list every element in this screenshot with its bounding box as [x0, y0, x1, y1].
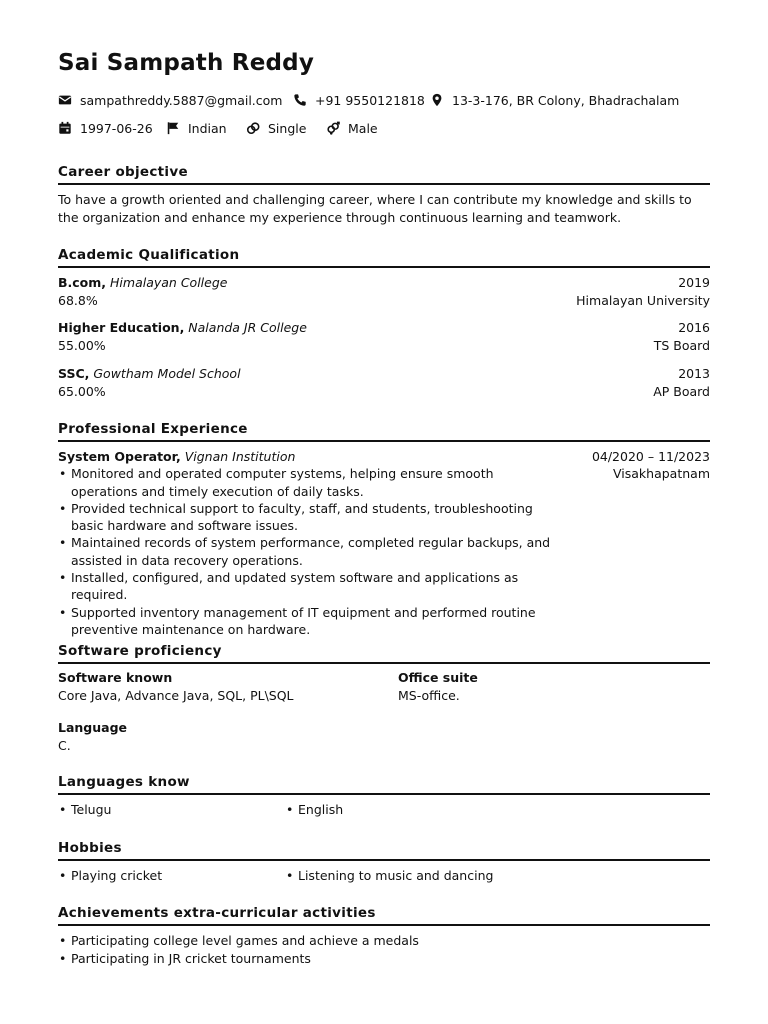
gender-icon: [326, 121, 340, 135]
list-item: • Installed, configured, and updated system software and applications as required.: [58, 569, 553, 604]
education-year: 2019: [678, 275, 710, 290]
experience-title: [58, 448, 553, 465]
academic-heading: Academic Qualification: [58, 247, 710, 268]
dob-text: 1997-06-26: [80, 120, 153, 136]
achievements-list: [58, 932, 710, 967]
list-item: • Playing cricket: [58, 867, 162, 885]
contact-email[interactable]: [58, 93, 293, 108]
list-item: • Supported inventory management of IT equipment and performed routine preventive maintenance on hardware.: [58, 604, 553, 639]
career-objective-text: To have a growth oriented and challenging career, where I can contribute my knowledge and skills to the organization and enhance my experience through continuous learning and teamwork.: [58, 192, 692, 225]
degree: B.com,: [58, 275, 107, 290]
rings-icon: [246, 121, 260, 135]
list-item: • Monitored and operated computer systems, helping ensure smooth operations and timely execution of daily tasks.: [58, 465, 553, 500]
contact-gender: [326, 121, 378, 136]
contact-phone[interactable]: [293, 93, 430, 108]
education-title: [58, 274, 227, 292]
education-score: 55.00%: [58, 337, 106, 353]
office-suite-value: MS-office.: [398, 687, 460, 703]
software-known-label: Software known: [58, 670, 173, 685]
degree: SSC,: [58, 366, 90, 381]
achievements-heading: Achievements extra-curricular activities: [58, 905, 710, 926]
contact-row-1: [58, 90, 679, 110]
education-entry-higher: [58, 319, 710, 354]
flag-icon: [166, 121, 180, 135]
education-title: [58, 365, 241, 383]
employer: Vignan Institution: [184, 449, 296, 464]
education-year: 2013: [678, 366, 710, 381]
education-board: AP Board: [653, 383, 710, 399]
nationality-text: Indian: [188, 120, 227, 136]
address-text: 13-3-176, BR Colony, Bhadrachalam: [452, 92, 680, 108]
institution: Himalayan College: [110, 275, 228, 290]
education-score: 65.00%: [58, 383, 106, 399]
experience-location: Visakhapatnam: [613, 466, 710, 482]
languages-heading: Languages know: [58, 774, 710, 795]
envelope-icon: [58, 93, 72, 107]
languages-list-right: [285, 801, 343, 819]
marital-text: Single: [268, 120, 307, 136]
languages-list-left: [58, 801, 111, 819]
job-role: System Operator,: [58, 449, 181, 464]
list-item: • English: [285, 801, 343, 819]
education-board: TS Board: [653, 337, 710, 353]
education-entry-bcom: [58, 274, 710, 309]
office-suite-label: Office suite: [398, 670, 478, 685]
career-objective-heading: Career objective: [58, 164, 710, 185]
language-label: Language: [58, 720, 128, 735]
hobbies-list-right: [285, 867, 493, 885]
list-item: • Listening to music and dancing: [285, 867, 493, 885]
contact-marital: [246, 121, 326, 136]
gender-text: Male: [348, 120, 378, 136]
phone-icon: [293, 93, 307, 107]
contact-row-2: [58, 118, 378, 138]
hobbies-heading: Hobbies: [58, 840, 710, 861]
language-block: [58, 719, 127, 754]
contact-nationality: [166, 121, 246, 136]
experience-meta: [592, 448, 710, 483]
list-item: • Participating in JR cricket tournaments: [58, 950, 710, 968]
contact-dob: [58, 121, 166, 136]
education-year: 2016: [678, 320, 710, 335]
education-score: 68.8%: [58, 292, 98, 308]
calendar-icon: [58, 121, 72, 135]
list-item: • Maintained records of system performance, completed regular backups, and assisted in data recovery operations.: [58, 534, 553, 569]
degree: Higher Education,: [58, 320, 185, 335]
software-heading: Software proficiency: [58, 643, 710, 664]
language-value: C.: [58, 737, 71, 753]
list-item: • Participating college level games and achieve a medals: [58, 932, 710, 950]
software-known-block: [58, 669, 294, 704]
experience-entry: [58, 448, 710, 638]
email-text: sampathreddy.5887@gmail.com: [80, 92, 283, 108]
education-entry-ssc: [58, 365, 710, 400]
education-title: [58, 319, 307, 337]
hobbies-list-left: [58, 867, 162, 885]
office-suite-block: [398, 669, 478, 704]
experience-heading: Professional Experience: [58, 421, 710, 442]
experience-dates: 04/2020 – 11/2023: [591, 449, 710, 464]
list-item: • Provided technical support to faculty, staff, and students, troubleshooting basic hardware and software issues.: [58, 500, 553, 535]
location-pin-icon: [430, 93, 444, 107]
institution: Gowtham Model School: [93, 366, 241, 381]
phone-text: +91 9550121818: [315, 92, 425, 108]
institution: Nalanda JR College: [188, 320, 307, 335]
list-item: • Telugu: [58, 801, 111, 819]
experience-bullets: [58, 465, 553, 638]
software-known-value: Core Java, Advance Java, SQL, PL\SQL: [58, 687, 294, 703]
education-board: Himalayan University: [576, 292, 710, 308]
candidate-name: Sai Sampath Reddy: [58, 50, 315, 76]
contact-address: [430, 93, 679, 108]
